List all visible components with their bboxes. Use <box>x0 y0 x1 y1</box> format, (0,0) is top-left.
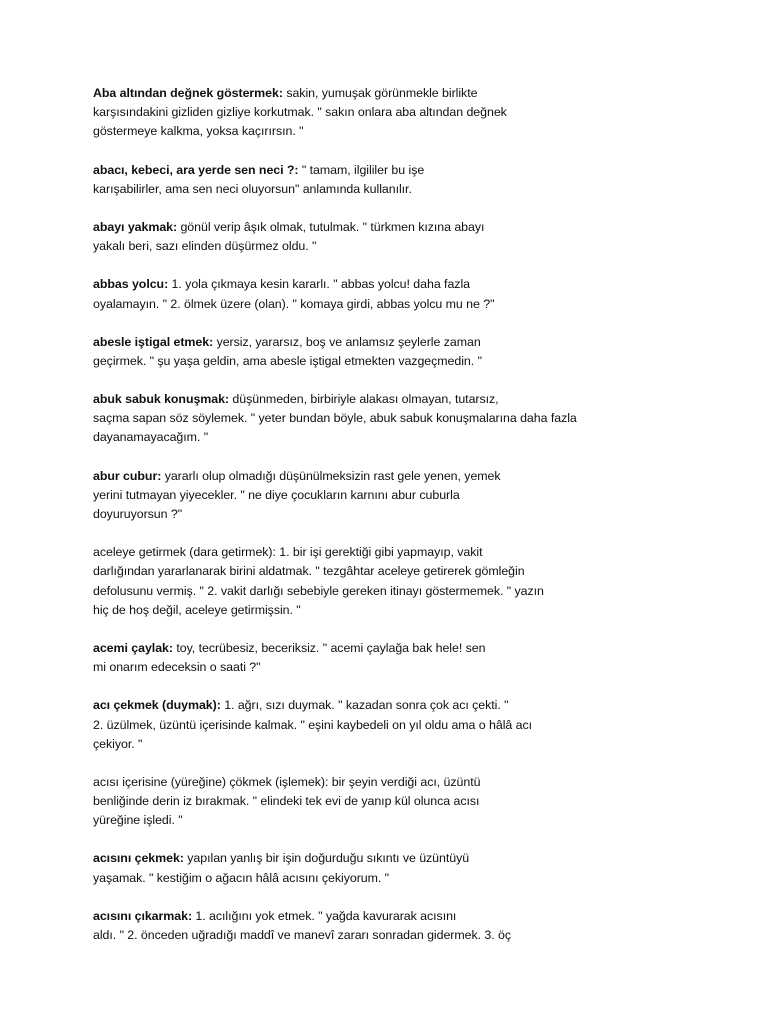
entry-line <box>93 716 733 735</box>
entry-definition-text: 1. yola çıkmaya kesin kararlı. " abbas yolcu! daha fazla <box>168 277 470 292</box>
dictionary-entry <box>93 773 733 831</box>
entry-line <box>93 582 733 601</box>
dictionary-entry <box>93 218 733 256</box>
entry-definition-text: çekiyor. " <box>93 736 143 751</box>
entry-definition-text: yararlı olup olmadığı düşünülmeksizin rast gele yenen, yemek <box>161 468 501 483</box>
entry-line <box>93 601 733 620</box>
entry-definition-text: aldı. " 2. önceden uğradığı maddî ve manevî zararı sonradan gidermek. 3. öç <box>93 928 512 942</box>
entry-definition-text: acısı içerisine (yüreğine) çökmek (işlemek): bir şeyin verdiği acı, üzüntü <box>93 774 481 789</box>
entry-line <box>93 907 733 926</box>
entry-definition-text: saçma sapan söz söylemek. " yeter bundan böyle, abuk sabuk konuşmalarına daha fazla <box>93 411 577 426</box>
entry-definition-text: oyalamayın. " 2. ölmek üzere (olan). " komaya girdi, abbas yolcu mu ne ?" <box>93 296 495 311</box>
dictionary-entry <box>93 543 733 620</box>
entry-line <box>93 543 733 562</box>
entry-definition-text: dayanamayacağım. " <box>93 430 209 445</box>
entry-line <box>93 352 733 371</box>
dictionary-entry <box>93 907 733 945</box>
entry-line <box>93 926 733 945</box>
entry-line <box>93 237 733 256</box>
entry-line <box>93 390 733 409</box>
dictionary-entry <box>93 161 733 199</box>
dictionary-entry <box>93 333 733 371</box>
entry-definition-text: " tamam, ilgililer bu işe <box>298 162 425 177</box>
entry-line <box>93 773 733 792</box>
entry-line <box>93 467 733 486</box>
entry-definition-text: yersiz, yararsız, boş ve anlamsız şeylerle zaman <box>213 334 481 349</box>
entry-line <box>93 849 733 868</box>
entry-line <box>93 428 733 447</box>
idiom-dictionary-text <box>93 84 733 964</box>
entry-line <box>93 658 733 677</box>
entry-definition-text: düşünmeden, birbiriyle alakası olmayan, tutarsız, <box>229 392 499 407</box>
dictionary-entry <box>93 467 733 525</box>
entry-headword: acemi çaylak: <box>93 640 173 655</box>
dictionary-entry <box>93 849 733 887</box>
entry-definition-text: gönül verip âşık olmak, tutulmak. " türkmen kızına abayı <box>177 219 485 234</box>
entry-line <box>93 409 733 428</box>
entry-line <box>93 103 733 122</box>
entry-headword: acısını çıkarmak: <box>93 908 193 923</box>
entry-headword: abuk sabuk konuşmak: <box>93 392 230 407</box>
entry-headword: acı çekmek (duymak): <box>93 698 221 713</box>
dictionary-entry <box>93 275 733 313</box>
entry-line <box>93 735 733 754</box>
entry-definition-text: 1. acılığını yok etmek. " yağda kavurarak acısını <box>192 908 457 923</box>
entry-definition-text: göstermeye kalkma, yoksa kaçırırsın. " <box>93 124 304 139</box>
entry-line <box>93 792 733 811</box>
entry-definition-text: toy, tecrübesiz, beceriksiz. " acemi çaylağa bak hele! sen <box>172 640 486 655</box>
entry-definition-text: sakin, yumuşak görünmekle birlikte <box>282 86 478 100</box>
entry-line <box>93 122 733 141</box>
entry-line <box>93 811 733 830</box>
dictionary-entry <box>93 390 733 448</box>
entry-definition-text: karışabilirler, ama sen neci oluyorsun" anlamında kullanılır. <box>93 181 412 196</box>
entry-definition-text: karşısındakini gizliden gizliye korkutmak. " sakın onlara aba altından değnek <box>93 105 507 120</box>
entry-headword: Aba altından değnek göstermek: <box>93 86 283 100</box>
entry-definition-text: doyuruyorsun ?" <box>93 507 183 521</box>
entry-definition-text: hiç de hoş değil, aceleye getirmişsin. " <box>93 602 301 617</box>
entry-definition-text: benliğinde derin iz bırakmak. " elindeki tek evi de yanıp kül olunca acısı <box>93 794 480 809</box>
dictionary-entry <box>93 639 733 677</box>
entry-definition-text: 1. ağrı, sızı duymak. " kazadan sonra çok acı çekti. " <box>220 698 509 713</box>
entry-definition-text: 2. üzülmek, üzüntü içerisinde kalmak. " eşini kaybedeli on yıl oldu ama o hâlâ acı <box>93 717 533 732</box>
dictionary-entry <box>93 84 733 142</box>
entry-definition-text: mi onarım edeceksin o saati ?" <box>93 660 261 675</box>
entry-definition-text: geçirmek. " şu yaşa geldin, ama abesle iştigal etmekten vazgeçmedin. " <box>93 353 482 368</box>
entry-definition-text: yapılan yanlış bir işin doğurduğu sıkıntı ve üzüntüyü <box>183 851 470 866</box>
entry-headword: acısını çekmek: <box>93 851 184 866</box>
entry-line <box>93 505 733 524</box>
entry-headword: abesle iştigal etmek: <box>93 334 214 349</box>
entry-line <box>93 696 733 715</box>
entry-definition-text: yerini tutmayan yiyecekler. " ne diye çocukların karnını abur cuburla <box>93 487 460 502</box>
entry-line <box>93 218 733 237</box>
entry-definition-text: yüreğine işledi. " <box>93 813 183 828</box>
entry-definition-text: aceleye getirmek (dara getirmek): 1. bir işi gerektiği gibi yapmayıp, vakit <box>93 545 483 560</box>
entry-definition-text: yaşamak. " kestiğim o ağacın hâlâ acısını çekiyorum. " <box>93 870 390 885</box>
entry-line <box>93 180 733 199</box>
entry-definition-text: darlığından yararlanarak birini aldatmak. " tezgâhtar aceleye getirerek gömleğin <box>93 564 525 579</box>
entry-line <box>93 275 733 294</box>
entry-line <box>93 869 733 888</box>
entry-line <box>93 161 733 180</box>
entry-headword: abbas yolcu: <box>93 277 169 292</box>
entry-headword: abacı, kebeci, ara yerde sen neci ?: <box>93 162 299 177</box>
entry-line <box>93 562 733 581</box>
entry-headword: abayı yakmak: <box>93 219 178 234</box>
entry-line <box>93 486 733 505</box>
entry-line <box>93 639 733 658</box>
entry-line <box>93 333 733 352</box>
dictionary-entry <box>93 696 733 754</box>
entry-line <box>93 295 733 314</box>
entry-line <box>93 84 733 103</box>
entry-definition-text: defolusunu vermiş. " 2. vakit darlığı sebebiyle gereken itinayı göstermemek. " yazın <box>93 583 544 598</box>
entry-definition-text: yakalı beri, sazı elinden düşürmez oldu. " <box>93 239 317 254</box>
entry-headword: abur cubur: <box>93 468 162 483</box>
